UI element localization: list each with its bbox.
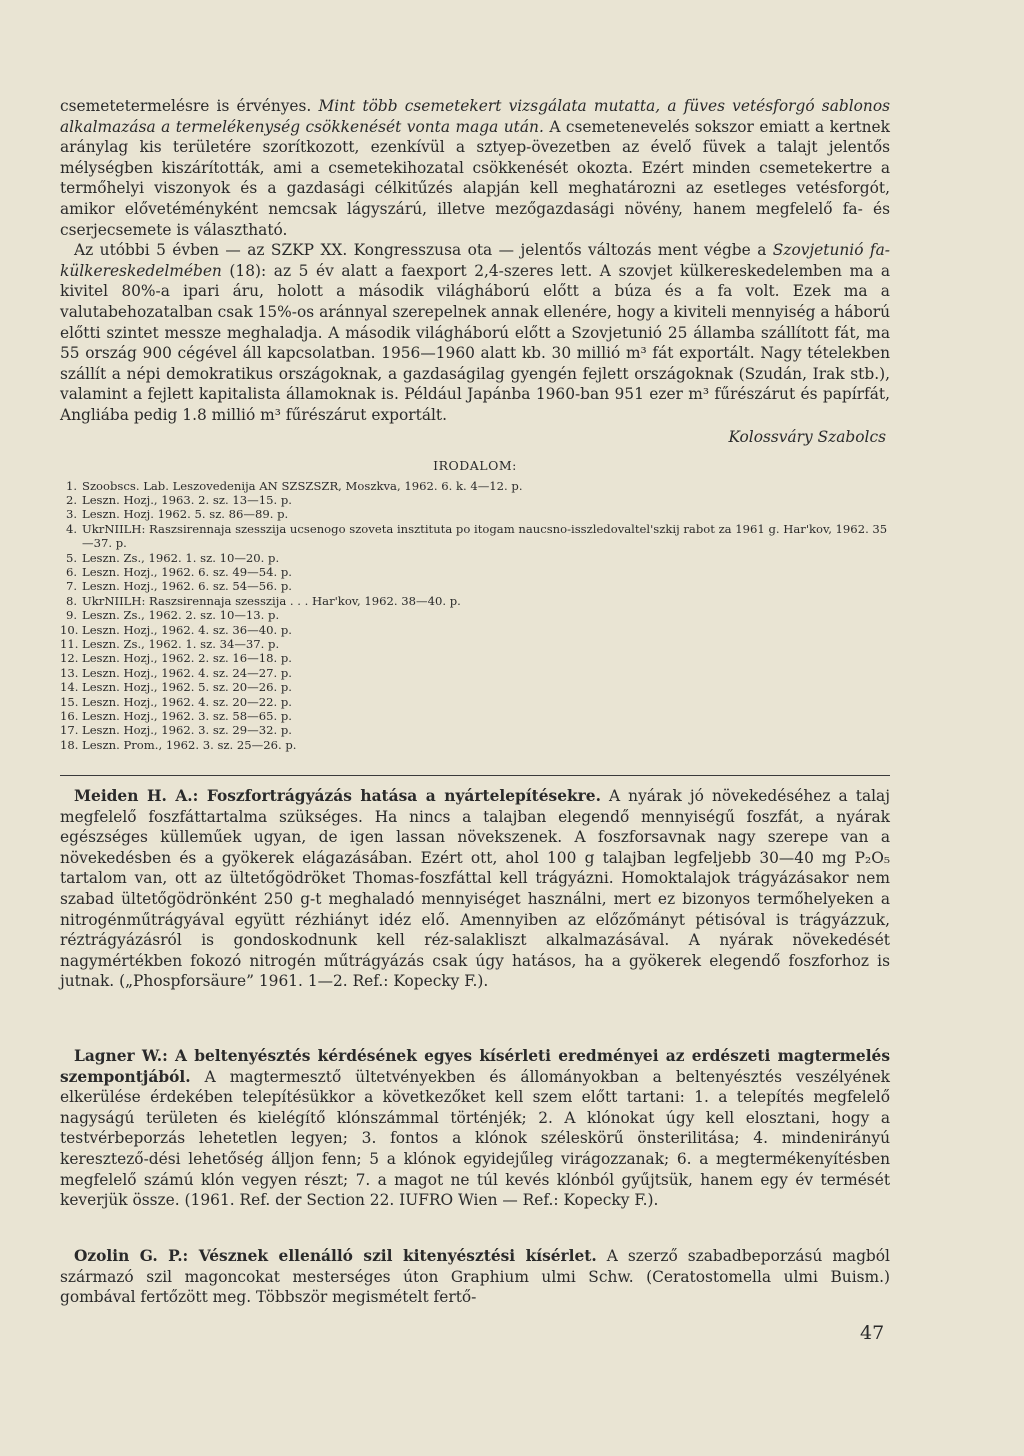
reference-text: Leszn. Hozj., 1962. 6. sz. 54—56. p. <box>82 579 292 594</box>
reference-text: Leszn. Zs., 1962. 1. sz. 34—37. p. <box>82 636 280 651</box>
reference-item <box>60 493 890 507</box>
reference-item <box>60 695 890 709</box>
reference-item <box>60 479 890 493</box>
reference-text: UkrNIILH: Raszsirennaja szesszija . . . Har'kov, 1962. 38—40. p. <box>82 593 461 608</box>
article-lagner <box>60 1046 890 1211</box>
author-signature: Kolossváry Szabolcs <box>728 427 886 446</box>
paragraph-csemetetermeles: csemetetermelésre is érvényes. Mint több csemetekert vizsgálata mutatta, a füves vetésforgó sablonos alkalmazása a termelékenység csökkenését vonta maga után. A csemetenevelés sokszor emiatt a kertnek aránylag kis területére szorítkozott, ezenkívül a sztyep-övezetben az évelő füvek a talajt jelentős mélységben kiszárították, ami a csemetekihozatal csökkenését okozta. Ezért minden csemetekertre a termőhelyi viszonyok és a gazdasági célkitűzés alapján kell meghatározni az esetleges vetésforgót, amikor elővetéményként nemcsak lágyszárú, illetve mezőgazdasági növény, hanem megfelelő fa- és cserjecsemete is választható. <box>60 97 890 239</box>
reference-number: 7. <box>65 579 77 594</box>
reference-item <box>60 666 890 680</box>
reference-number: 14. <box>60 680 79 695</box>
reference-text: Leszn. Hozj., 1962. 4. sz. 36—40. p. <box>82 622 292 637</box>
reference-item <box>60 651 890 665</box>
reference-text: Leszn. Hozj., 1962. 5. sz. 20—26. p. <box>82 680 292 695</box>
reference-item <box>60 565 890 579</box>
reference-text: Leszn. Hozj. 1962. 5. sz. 86—89. p. <box>82 507 289 522</box>
reference-text: Leszn. Hozj., 1962. 3. sz. 58—65. p. <box>82 709 292 723</box>
article-meiden <box>60 786 890 992</box>
reference-number: 6. <box>65 564 77 579</box>
reference-number: 4. <box>65 521 77 536</box>
reference-item <box>60 723 890 737</box>
reference-number: 16. <box>60 709 79 723</box>
reference-text: UkrNIILH: Raszsirennaja szesszija ucsenogo szoveta insztituta po itogam naucsno-isszledovaltel'szkij rabot za 1961 g. Har'kov, 1962. 35—37. p. <box>82 521 888 551</box>
article-paragraph: Ozolin G. P.: Vésznek ellenálló szil kitenyésztési kísérlet. A szerző szabadbeporzású magból származó szil magoncokat mesterséges úton Graphium ulmi Schw. (Ceratostomella ulmi Buism.) gombával fertőzött meg. Többször megismételt fertő- <box>60 1247 890 1307</box>
reference-number: 10. <box>60 622 79 637</box>
article-ozolin <box>60 1246 890 1308</box>
reference-item <box>60 594 890 608</box>
reference-item <box>60 623 890 637</box>
reference-text: Leszn. Zs., 1962. 1. sz. 10—20. p. <box>82 550 280 565</box>
references-list <box>60 479 890 753</box>
paragraph-kulkereskedelem: Az utóbbi 5 évben — az SZKP XX. Kongresszusa ota — jelentős változás ment végbe a Szovjetunió fa-külkereskedelmében (18): az 5 év alatt a faexport 2,4-szeres lett. A szovjet külkereskedelemben ma a kivitel 80%-a ipari áru, holott a második világháború előtt a búza és a fa volt. Ezek ma a valutabehozatalban csak 15%-os aránnyal szerepelnek annak ellenére, hogy a kiviteli mennyiség a háború előtti szintet messze meghaladja. A második világháború előtt a Szovjetunió 25 államba szállított fát, ma 55 ország 900 cégével áll kapcsolatban. 1956—1960 alatt kb. 30 millió m³ fát exportált. Nagy tételekben szállít a népi demokratikus országoknak, a gazdaságilag gyengén fejlett országoknak (Szudán, Irak stb.), valamint a fejlett kapitalista államoknak is. Például Japánba 1960-ban 951 ezer m³ fűrészárut és papírfát, Angliába pedig 1.8 millió m³ fűrészárut exportált. <box>60 241 890 424</box>
reference-text: Leszn. Hozj., 1962. 6. sz. 49—54. p. <box>82 564 292 579</box>
reference-item <box>60 709 890 723</box>
reference-item <box>60 680 890 694</box>
reference-text: Leszn. Prom., 1962. 3. sz. 25—26. p. <box>82 737 297 752</box>
reference-number: 12. <box>60 651 79 666</box>
reference-item <box>60 507 890 521</box>
references-heading: IRODALOM: <box>433 457 517 473</box>
article-paragraph: Meiden H. A.: Foszfortrágyázás hatása a nyártelepítésekre. A nyárak jó növekedéséhez a talaj megfelelő foszfáttartalma szükséges. Ha nincs a talajban elegendő mennyiségű foszfát, a nyárak egészséges külleműek ugyan, de igen lassan növekszenek. A foszforsavnak nagy szerepe van a növekedésben és a gyökerek elágazásában. Ezért ott, ahol 100 g talajban legfeljebb 30—40 mg P₂O₅ tartalom van, ott az ültetőgödröket Thomas-foszfáttal kell trágyázni. Homoktalajok trágyázásakor nem szabad ültetőgödrönként 250 g-t meghaladó mennyiséget használni, mert ez bizonyos termőhelyeken a nitrogénműtrágyával együtt rézhiányt idéz elő. Amennyiben az előzőmányt pétisóval is trágyázzuk, réztrágyázásról is gondoskodnunk kell réz-salakliszt alkalmazásával. A nyárak növekedését nagymértékben fokozó nitrogén műtrágyázás csak úgy hatásos, ha a gyökerek elegendő foszforhoz is jutnak. („Phospforsäure” 1961. 1—2. Ref.: Kopecky F.). <box>60 787 890 991</box>
section-divider <box>60 775 890 776</box>
reference-item <box>60 608 890 622</box>
reference-number: 9. <box>65 608 77 623</box>
reference-number: 18. <box>60 737 79 752</box>
reference-item <box>60 738 890 752</box>
reference-number: 15. <box>60 694 79 709</box>
reference-number: 13. <box>60 665 79 680</box>
reference-text: Leszn. Hozj., 1962. 3. sz. 29—32. p. <box>82 723 292 738</box>
reference-number: 11. <box>60 636 79 651</box>
reference-number: 5. <box>65 550 77 565</box>
reference-text: Leszn. Hozj., 1962. 4. sz. 24—27. p. <box>82 665 292 680</box>
reference-item <box>60 551 890 565</box>
reference-item <box>60 579 890 593</box>
reference-number: 3. <box>65 507 77 522</box>
reference-text: Leszn. Zs., 1962. 2. sz. 10—13. p. <box>82 608 280 623</box>
reference-text: Szoobscs. Lab. Leszovedenija AN SZSZSZR, Moszkva, 1962. 6. k. 4—12. p. <box>82 478 523 493</box>
reference-number: 2. <box>65 492 77 507</box>
reference-number: 17. <box>60 723 79 738</box>
article-paragraph: Lagner W.: A beltenyésztés kérdésének egyes kísérleti eredményei az erdészeti magtermelés szempontjából. A magtermesztő ültetvényekben és állományokban a beltenyésztés veszélyének elkerülése érdekében telepítésükkor a következőket kell szem előtt tartani: 1. a telepítés megfelelő nagyságú területen és kielégítő klónszámmal történjék; 2. A klónokat úgy kell elosztani, hogy a testvérbeporzás lehetetlen legyen; 3. fontos a klónok széleskörű önsterilitása; 4. mindenirányú keresztező-dési lehetőség álljon fenn; 5 a klónok egyidejűleg virágozzanak; 6. a megtermékenyítésben megfelelő számú klón vegyen részt; 7. a magot ne túl kevés klónból gyűjtsük, hanem egy év termését keverjük össze. (1961. Ref. der Section 22. IUFRO Wien — Ref.: Kopecky F.). <box>60 1047 890 1210</box>
top-section <box>60 96 890 752</box>
reference-item <box>60 522 890 551</box>
reference-number: 1. <box>65 478 77 493</box>
reference-text: Leszn. Hozj., 1962. 4. sz. 20—22. p. <box>82 694 292 709</box>
reference-text: Leszn. Hozj., 1963. 2. sz. 13—15. p. <box>82 492 292 507</box>
reference-item <box>60 637 890 651</box>
page-number: 47 <box>860 1322 885 1344</box>
reference-text: Leszn. Hozj., 1962. 2. sz. 16—18. p. <box>82 651 292 666</box>
reference-number: 8. <box>65 593 77 608</box>
